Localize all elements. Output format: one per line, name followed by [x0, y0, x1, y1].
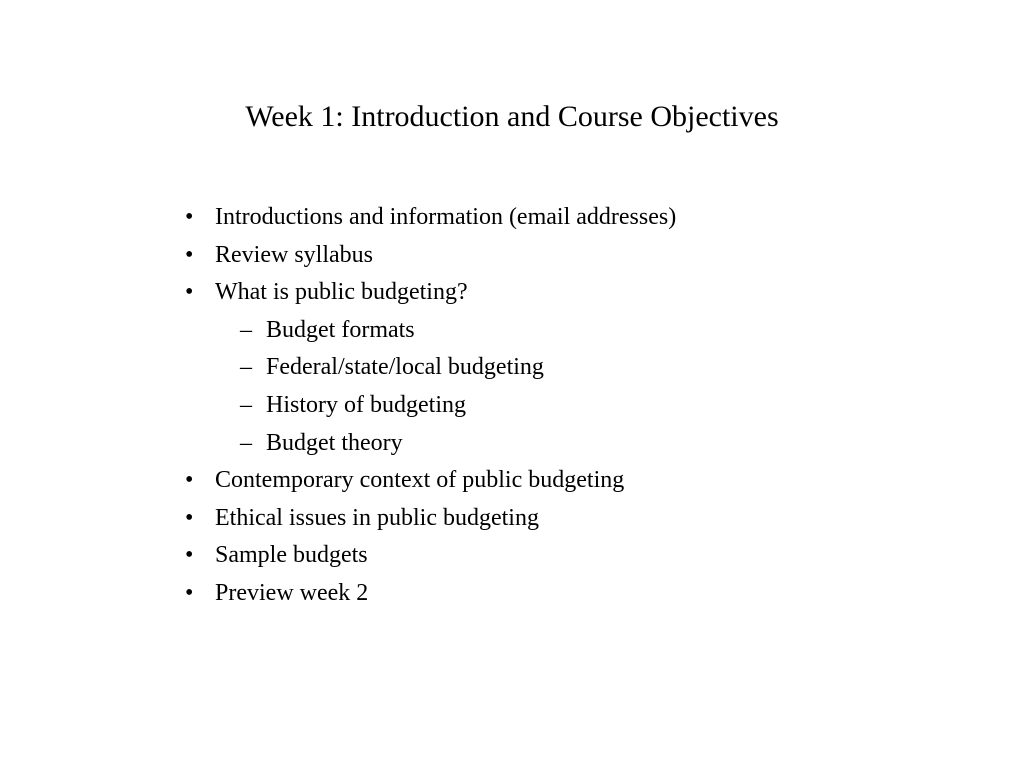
dash-marker: –: [240, 391, 252, 418]
bullet-marker: •: [185, 279, 194, 306]
sub-bullet-text: History of budgeting: [266, 391, 466, 418]
bullet-item: [185, 274, 676, 312]
sub-bullet-text: Budget formats: [266, 316, 415, 343]
dash-marker: –: [240, 316, 252, 343]
dash-marker: –: [240, 354, 252, 381]
sub-bullet-item: [185, 425, 676, 463]
bullet-text: Ethical issues in public budgeting: [215, 504, 539, 531]
bullet-item: [185, 500, 676, 538]
sub-bullet-text: Budget theory: [266, 429, 403, 456]
bullet-text: What is public budgeting?: [215, 279, 468, 306]
sub-bullet-item: [185, 312, 676, 350]
sub-bullet-item: [185, 349, 676, 387]
bullet-text: Introductions and information (email addresses): [215, 204, 677, 230]
bullet-marker: •: [185, 504, 194, 531]
bullet-text: Preview week 2: [215, 579, 369, 606]
bullet-item: [185, 199, 676, 237]
bullet-marker: •: [185, 241, 194, 268]
bullet-text: Review syllabus: [215, 241, 373, 268]
dash-marker: –: [240, 429, 252, 456]
bullet-text: Sample budgets: [215, 542, 368, 569]
bullet-marker: •: [185, 204, 194, 230]
bullet-item: [185, 537, 676, 575]
slide-title: Week 1: Introduction and Course Objectives: [245, 100, 779, 133]
bullet-marker: •: [185, 542, 194, 569]
bullet-text: Contemporary context of public budgeting: [215, 467, 625, 494]
bullet-marker: •: [185, 579, 194, 606]
bullet-list: [185, 199, 676, 613]
bullet-item: [185, 462, 676, 500]
bullet-item: [185, 237, 676, 275]
sub-bullet-text: Federal/state/local budgeting: [266, 354, 544, 381]
sub-bullet-item: [185, 387, 676, 425]
bullet-marker: •: [185, 467, 194, 494]
bullet-item: [185, 575, 676, 613]
